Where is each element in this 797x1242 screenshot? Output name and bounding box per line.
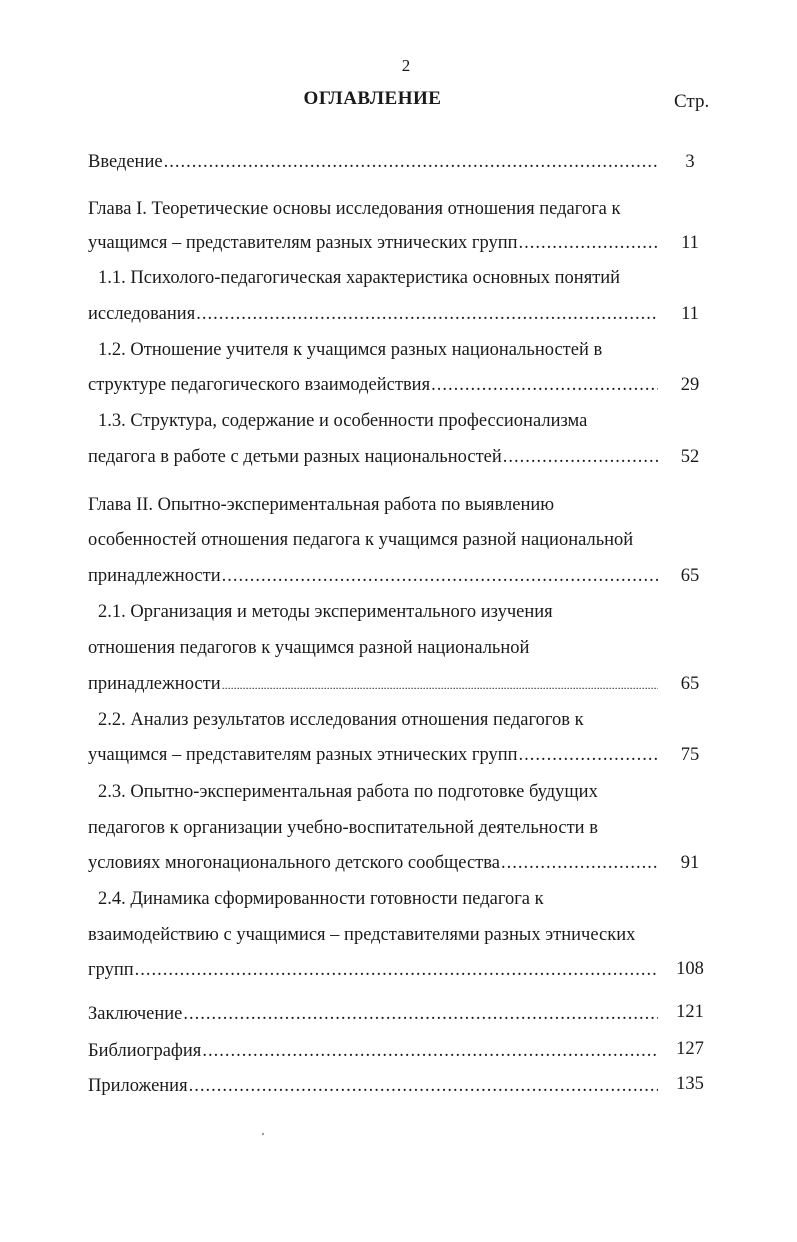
toc-line: педагогов к организации учебно-воспитательной деятельности в xyxy=(88,818,598,838)
toc-line: условиях многонационального детского сообщества ..... xyxy=(88,852,658,874)
toc-line: Заключение ..... xyxy=(88,1003,658,1025)
page-ref: 91 xyxy=(680,853,700,873)
pages-column-header: Стр. xyxy=(674,91,710,112)
page-ref: 11 xyxy=(681,233,699,253)
page-ref: 52 xyxy=(680,447,700,467)
scan-speck xyxy=(262,1133,264,1135)
dot-leader xyxy=(501,852,658,874)
toc-line: 1.1. Психолого-педагогическая характеристика основных понятий xyxy=(98,268,621,288)
dot-leader xyxy=(519,744,658,766)
page-ref: 127 xyxy=(676,1039,704,1059)
dot-leader xyxy=(196,303,658,325)
toc-line: 2.4. Динамика сформированности готовности педагога к xyxy=(98,889,544,909)
toc-line: учащимся – представителям разных этнических групп ..... xyxy=(88,744,658,766)
toc-line: 1.3. Структура, содержание и особенности профессионализма xyxy=(98,411,588,431)
dot-leader xyxy=(164,151,658,173)
toc-line: Приложения ..... xyxy=(88,1075,658,1097)
toc-line: Глава II. Опытно-экспериментальная работа по выявлению xyxy=(88,495,555,515)
dot-leader xyxy=(189,1075,658,1097)
toc-line: 2.3. Опытно-экспериментальная работа по подготовке будущих xyxy=(98,782,598,802)
page-ref: 135 xyxy=(676,1074,704,1094)
toc-line: 2.2. Анализ результатов исследования отношения педагогов к xyxy=(98,710,584,730)
page-ref: 75 xyxy=(680,745,700,765)
toc-line: исследования ..... xyxy=(88,303,658,325)
dot-leader xyxy=(135,959,658,981)
dot-leader xyxy=(222,674,658,696)
dot-leader xyxy=(183,1003,658,1025)
toc-line: Библиография ..... xyxy=(88,1040,658,1062)
toc-line: структуре педагогического взаимодействия ..... xyxy=(88,374,658,396)
page-ref: 108 xyxy=(676,959,704,979)
page-ref: 29 xyxy=(680,375,700,395)
page-ref: 3 xyxy=(685,152,695,172)
page-ref: 11 xyxy=(681,304,699,324)
dot-leader xyxy=(222,565,658,587)
page-ref: 65 xyxy=(680,674,700,694)
toc-line: принадлежности ..... xyxy=(88,673,658,696)
page-number: 2 xyxy=(401,56,411,75)
toc-line: принадлежности ..... xyxy=(88,565,658,587)
dot-leader xyxy=(431,374,658,396)
toc-line: Глава I. Теоретические основы исследования отношения педагога к xyxy=(88,199,621,219)
toc-line: учащимся – представителям разных этнических групп ..... xyxy=(88,232,658,254)
toc-line: 1.2. Отношение учителя к учащимся разных национальностей в xyxy=(98,340,603,360)
dot-leader xyxy=(519,232,658,254)
toc-line: 2.1. Организация и методы экспериментального изучения xyxy=(98,602,553,622)
toc-line: групп ..... xyxy=(88,959,658,981)
dot-leader xyxy=(202,1040,658,1062)
dot-leader xyxy=(503,446,658,468)
toc-title: ОГЛАВЛЕНИЕ xyxy=(303,88,442,109)
toc-line: Введение ..... xyxy=(88,151,658,173)
toc-line: особенностей отношения педагога к учащимся разной национальной xyxy=(88,530,634,550)
toc-line: взаимодействию с учащимися – представителями разных этнических xyxy=(88,925,636,945)
page-ref: 121 xyxy=(676,1002,704,1022)
toc-line: педагога в работе с детьми разных национальностей ..... xyxy=(88,446,658,468)
toc-line: отношения педагогов к учащимся разной национальной xyxy=(88,638,530,658)
page-ref: 65 xyxy=(680,566,700,586)
